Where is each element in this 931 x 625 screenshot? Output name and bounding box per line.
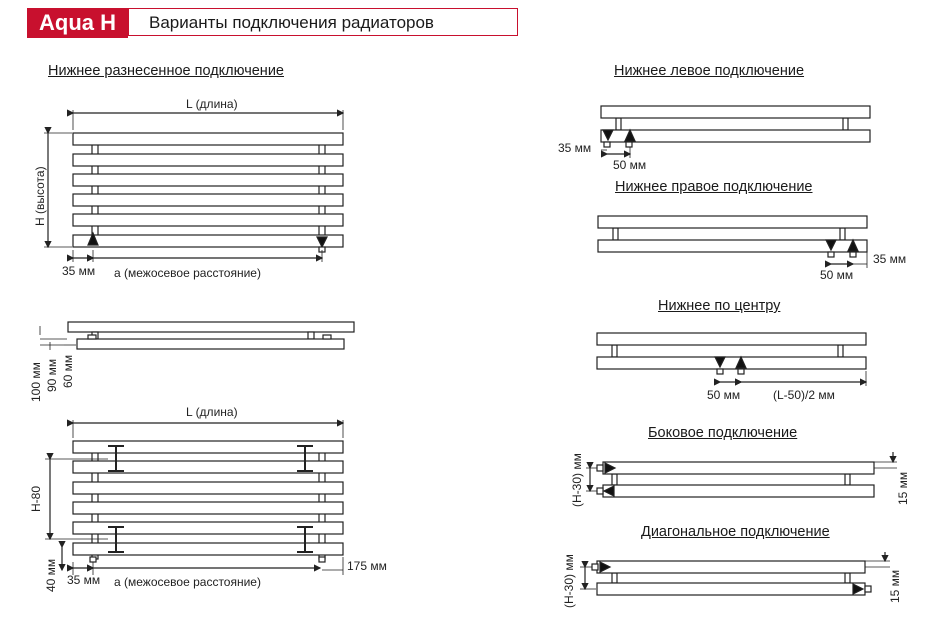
dim-40mm-label: 40 мм [44,558,58,592]
dim-50mm-label-2: 50 мм [820,268,854,282]
title-diagonal: Диагональное подключение [641,524,830,540]
dim-15mm-label-2: 15 мм [888,569,902,603]
dim-h-minus-30-label: (H-30) мм [570,453,584,507]
dim-90mm-label: 90 мм [45,358,59,392]
radiator-bottom-center [597,333,866,374]
title-bottom-right: Нижнее правое подключение [615,179,813,195]
dim-height-label: H (высота) [33,166,47,226]
dim-60mm-label: 60 мм [61,354,75,388]
dim-axis-label-2: а (межосевое расстояние) [114,575,261,589]
radiator-top-view [68,322,354,349]
title-side: Боковое подключение [648,425,798,441]
dim-50mm-label: 50 мм [613,158,647,172]
dim-35mm-label-4: 35 мм [873,252,907,266]
dim-15mm-label: 15 мм [896,471,910,505]
dim-50mm-label-3: 50 мм [707,388,741,402]
radiator-front-view [73,133,343,247]
title-bottom-left: Нижнее левое подключение [614,63,805,79]
dim-35mm-label: 35 мм [62,264,96,278]
dim-length-label-2: L (длина) [186,405,238,419]
dim-h-minus-30-label-2: (H-30) мм [562,554,576,608]
page-title: Варианты подключения радиаторов [128,8,518,36]
radiator-diagonal [592,561,871,595]
title-bottom-spread: Нижнее разнесенное подключение [48,63,284,79]
radiator-mounting-view [73,441,343,562]
radiator-side [597,462,874,497]
dim-length-label: L (длина) [186,97,238,111]
dim-35mm-label-3: 35 мм [558,141,592,155]
dim-l-minus-50-label: (L-50)/2 мм [773,388,835,402]
dim-100mm-label: 100 мм [29,362,43,402]
title-bottom-center: Нижнее по центру [658,298,781,314]
dim-axis-label: а (межосевое расстояние) [114,266,261,280]
dim-h80-label: H-80 [29,485,43,512]
dim-35mm-label-2: 35 мм [67,573,101,587]
radiator-bottom-left [601,106,870,147]
radiator-bottom-right [598,216,867,257]
brand-badge: Aqua H [27,8,128,38]
dim-175mm-label: 175 мм [347,559,387,573]
